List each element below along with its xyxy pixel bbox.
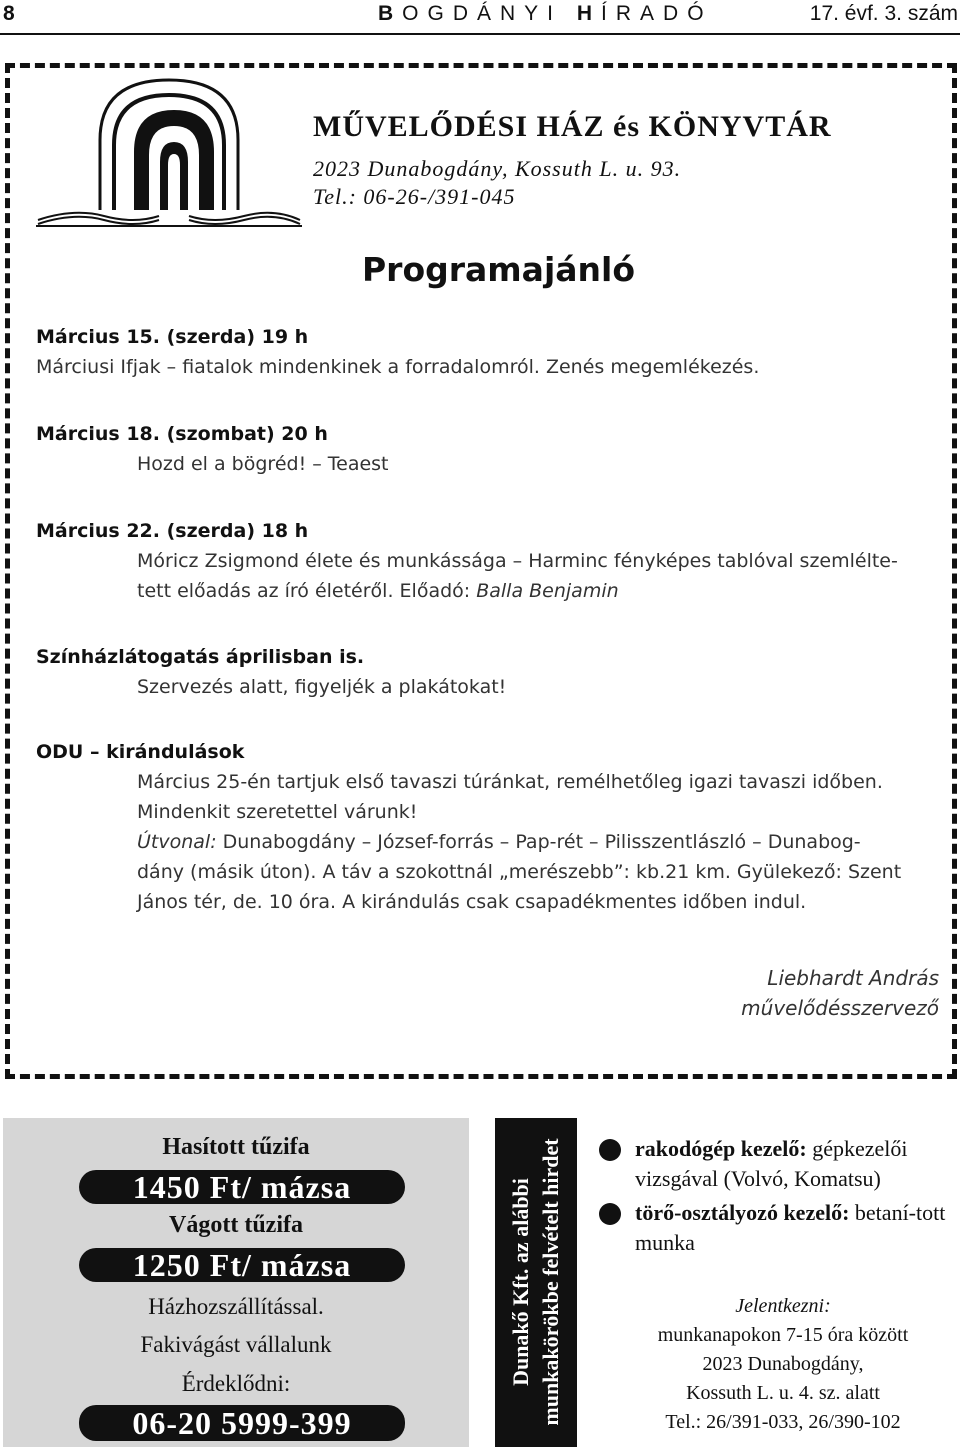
event-march-22 (36, 516, 926, 606)
firewood-felling: Fakivágást vállalunk (140, 1332, 332, 1357)
contact-street: Kossuth L. u. 4. sz. alatt (686, 1382, 880, 1404)
job-detail-2: betaní-tott munka (635, 1200, 946, 1255)
signature-name: Liebhardt András (767, 966, 939, 990)
price-2: 1250 Ft/ mázsa (132, 1247, 352, 1283)
event-description: Móricz Zsigmond élete és munkássága – Harminc fényképes tablóval szemlélte- (137, 550, 898, 572)
institution-phone: Tel.: 06-26-/391-045 (313, 184, 516, 209)
dunako-banner-text (506, 1122, 566, 1442)
institution-address: 2023 Dunabogdány, Kossuth L. u. 93. (313, 156, 682, 181)
bullet-dot-icon (599, 1203, 621, 1225)
job-bullet-2 (599, 1198, 959, 1258)
job-detail-1: gépkezelői vizsgával (Volvó, Komatsu) (635, 1136, 908, 1191)
event-line: dány (másik úton). A táv a szokottnál „merészebb”: kb.21 km. Gyülekező: Szent (137, 861, 902, 883)
program-title: Programajánló (362, 250, 636, 289)
event-theatre (36, 642, 926, 702)
dunako-line-2: munkakörökbe felvételt hirdet (538, 1138, 563, 1426)
publication-title (378, 2, 713, 26)
issue-number: 17. évf. 3. szám (809, 2, 958, 25)
contact-label: Jelentkezni: (735, 1295, 831, 1317)
contact-phones: Tel.: 26/391-033, 26/390-102 (665, 1411, 901, 1433)
institution-contact (313, 155, 681, 211)
page-number: 8 (3, 2, 15, 25)
event-description: Szervezés alatt, figyeljék a plakátokat! (137, 676, 507, 698)
signature (741, 963, 939, 1023)
phone-badge (79, 1405, 405, 1441)
job-text-1 (599, 1134, 959, 1194)
bullet-dot-icon (599, 1139, 621, 1161)
event-heading: Március 18. (szombat) 20 h (36, 423, 328, 445)
contact-city: 2023 Dunabogdány, (702, 1353, 864, 1375)
event-heading: Március 22. (szerda) 18 h (36, 520, 309, 542)
event-description: Hozd el a bögréd! – Teaest (137, 453, 389, 475)
job-bullet-1 (599, 1134, 959, 1194)
firewood-delivery: Házhozszállítással. (148, 1294, 324, 1319)
job-ad (593, 1118, 960, 1447)
firewood-title-2: Vágott tűzifa (169, 1212, 303, 1238)
page-header (0, 0, 960, 30)
event-description: Márciusi Ifjak – fiatalok mindenkinek a forradalomról. Zenés megemlékezés. (36, 356, 760, 378)
route-text: Dunabogdány – József-forrás – Pap-rét – Pilisszentlászló – Dunabog- (216, 831, 861, 853)
price-badge-2 (79, 1248, 405, 1282)
event-heading: Március 15. (szerda) 19 h (36, 326, 309, 348)
job-text-2 (599, 1198, 959, 1258)
dunako-line-1: Dunakő Kft. az alábbi (508, 1178, 533, 1386)
price-1: 1450 Ft/ mázsa (132, 1169, 352, 1205)
firewood-title-1: Hasított tűzifa (162, 1134, 310, 1160)
event-line: Mindenkit szeretettel várunk! (137, 801, 418, 823)
firewood-inquire: Érdeklődni: (181, 1371, 291, 1396)
dunako-vertical-banner (495, 1118, 577, 1447)
price-badge-1 (79, 1170, 405, 1204)
job-title-2: törő-osztályozó kezelő: (635, 1200, 850, 1225)
publication-initial-b: B (378, 2, 403, 25)
route-label: Útvonal: (137, 831, 217, 853)
event-line: Március 25-én tartjuk első tavaszi túránkat, remélhetőleg igazi tavaszi időben. (137, 771, 883, 793)
event-description-cont (36, 576, 926, 606)
event-route (36, 827, 926, 857)
event-heading: ODU – kirándulások (36, 741, 245, 763)
event-odu (36, 737, 926, 917)
job-contact (623, 1292, 943, 1437)
event-march-15 (36, 322, 926, 382)
header-rule (0, 33, 960, 35)
publication-word-1: OGDÁNYI (402, 2, 577, 25)
firewood-phone: 06-20 5999-399 (132, 1405, 352, 1441)
firewood-ad (3, 1118, 469, 1447)
signature-role: művelődésszervező (741, 996, 939, 1020)
job-title-1: rakodógép kezelő: (635, 1136, 807, 1161)
contact-hours: munkanapokon 7-15 óra között (657, 1324, 909, 1346)
publication-word-2: ÍRADÓ (601, 2, 713, 25)
event-presenter: Balla Benjamin (476, 580, 619, 602)
event-line: János tér, de. 10 óra. A kirándulás csak csapadékmentes időben indul. (137, 891, 807, 913)
institution-name: MŰVELŐDÉSI HÁZ és KÖNYVTÁR (313, 110, 832, 143)
arch-book-logo-icon (34, 70, 304, 230)
publication-initial-h: H (576, 2, 602, 25)
event-text-cont: tett előadás az író életéről. Előadó: (137, 580, 477, 602)
event-heading: Színházlátogatás áprilisban is. (36, 646, 365, 668)
event-march-18 (36, 419, 926, 479)
